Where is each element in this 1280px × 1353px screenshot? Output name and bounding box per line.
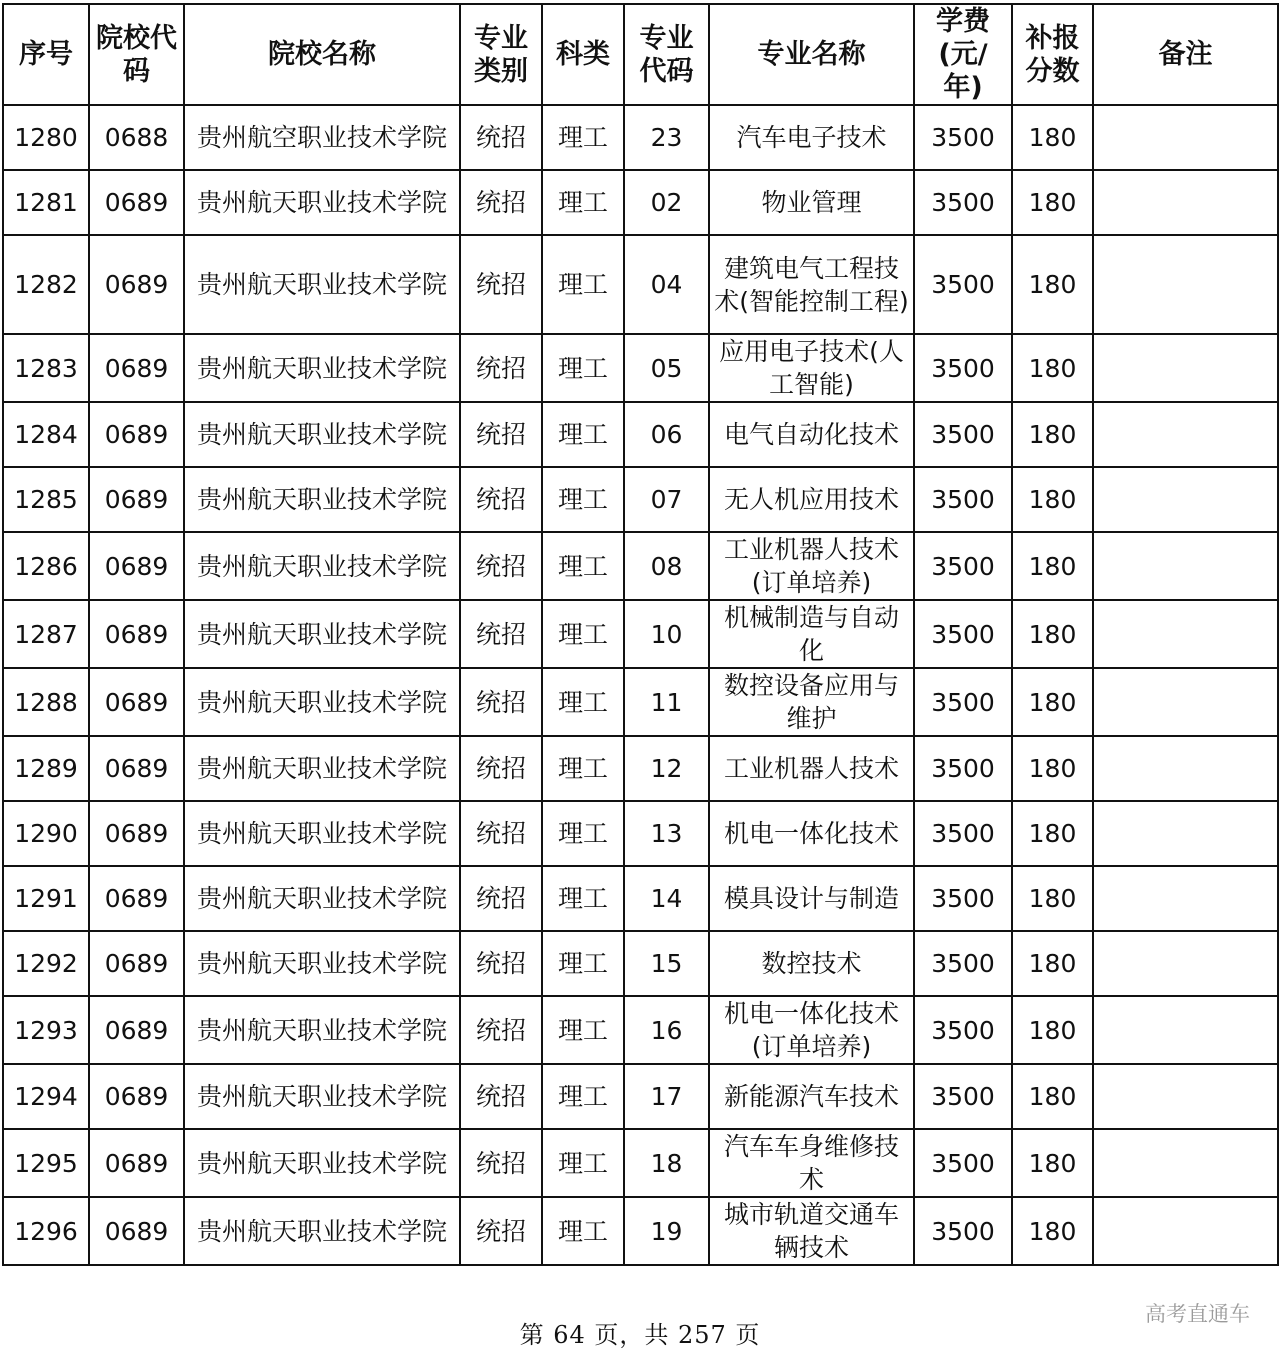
table-row — [3, 801, 1278, 866]
cell-subject: 理工 — [542, 235, 624, 334]
cell-tuition: 3500 — [914, 801, 1012, 866]
cell-major-name: 机电一体化技术 — [709, 801, 914, 866]
cell-seq: 1284 — [3, 402, 89, 467]
cell-tuition: 3500 — [914, 532, 1012, 600]
cell-major-code: 04 — [624, 235, 709, 334]
cell-major-name: 无人机应用技术 — [709, 467, 914, 532]
cell-category: 统招 — [460, 334, 542, 402]
table-row — [3, 105, 1278, 170]
cell-score: 180 — [1012, 668, 1093, 736]
admission-table — [2, 3, 1279, 1266]
table-row — [3, 334, 1278, 402]
cell-subject: 理工 — [542, 1197, 624, 1265]
header-seq: 序号 — [3, 4, 89, 105]
cell-score: 180 — [1012, 334, 1093, 402]
cell-school-code: 0689 — [89, 467, 184, 532]
cell-score: 180 — [1012, 866, 1093, 931]
cell-school-code: 0689 — [89, 931, 184, 996]
cell-school-code: 0689 — [89, 600, 184, 668]
header-tuition: 学费(元/年) — [914, 4, 1012, 105]
cell-score: 180 — [1012, 532, 1093, 600]
cell-major-code: 19 — [624, 1197, 709, 1265]
cell-tuition: 3500 — [914, 931, 1012, 996]
cell-subject: 理工 — [542, 170, 624, 235]
cell-major-code: 16 — [624, 996, 709, 1064]
cell-school-code: 0689 — [89, 668, 184, 736]
cell-category: 统招 — [460, 105, 542, 170]
cell-school-name: 贵州航天职业技术学院 — [184, 402, 460, 467]
cell-subject: 理工 — [542, 1064, 624, 1129]
table-row — [3, 996, 1278, 1064]
cell-major-name: 汽车电子技术 — [709, 105, 914, 170]
cell-note — [1093, 736, 1278, 801]
cell-school-code: 0689 — [89, 402, 184, 467]
cell-subject: 理工 — [542, 801, 624, 866]
cell-tuition: 3500 — [914, 467, 1012, 532]
table-row — [3, 532, 1278, 600]
cell-major-name: 数控设备应用与维护 — [709, 668, 914, 736]
cell-school-name: 贵州航天职业技术学院 — [184, 235, 460, 334]
cell-seq: 1294 — [3, 1064, 89, 1129]
cell-note — [1093, 600, 1278, 668]
table-row — [3, 668, 1278, 736]
cell-subject: 理工 — [542, 866, 624, 931]
cell-major-code: 12 — [624, 736, 709, 801]
cell-note — [1093, 866, 1278, 931]
cell-major-name: 汽车车身维修技术 — [709, 1129, 914, 1197]
page-number: 第 64 页，共 257 页 — [519, 1321, 761, 1349]
cell-seq: 1283 — [3, 334, 89, 402]
header-school-code: 院校代码 — [89, 4, 184, 105]
cell-seq: 1292 — [3, 931, 89, 996]
cell-category: 统招 — [460, 402, 542, 467]
cell-score: 180 — [1012, 402, 1093, 467]
cell-tuition: 3500 — [914, 170, 1012, 235]
cell-school-name: 贵州航天职业技术学院 — [184, 1197, 460, 1265]
cell-category: 统招 — [460, 532, 542, 600]
cell-category: 统招 — [460, 996, 542, 1064]
cell-school-code: 0689 — [89, 334, 184, 402]
cell-major-code: 14 — [624, 866, 709, 931]
cell-note — [1093, 931, 1278, 996]
cell-school-name: 贵州航天职业技术学院 — [184, 170, 460, 235]
cell-tuition: 3500 — [914, 600, 1012, 668]
cell-score: 180 — [1012, 467, 1093, 532]
cell-subject: 理工 — [542, 1129, 624, 1197]
cell-major-name: 模具设计与制造 — [709, 866, 914, 931]
cell-major-code: 08 — [624, 532, 709, 600]
cell-school-name: 贵州航天职业技术学院 — [184, 532, 460, 600]
cell-seq: 1295 — [3, 1129, 89, 1197]
cell-major-name: 工业机器人技术(订单培养) — [709, 532, 914, 600]
cell-major-code: 15 — [624, 931, 709, 996]
cell-subject: 理工 — [542, 467, 624, 532]
cell-subject: 理工 — [542, 996, 624, 1064]
cell-category: 统招 — [460, 170, 542, 235]
header-school-name: 院校名称 — [184, 4, 460, 105]
cell-score: 180 — [1012, 1064, 1093, 1129]
cell-school-code: 0689 — [89, 866, 184, 931]
cell-school-code: 0689 — [89, 1129, 184, 1197]
cell-school-name: 贵州航空职业技术学院 — [184, 105, 460, 170]
cell-major-code: 02 — [624, 170, 709, 235]
cell-subject: 理工 — [542, 668, 624, 736]
cell-tuition: 3500 — [914, 668, 1012, 736]
cell-note — [1093, 1064, 1278, 1129]
cell-major-name: 应用电子技术(人工智能) — [709, 334, 914, 402]
cell-school-name: 贵州航天职业技术学院 — [184, 866, 460, 931]
cell-major-name: 建筑电气工程技术(智能控制工程) — [709, 235, 914, 334]
cell-seq: 1293 — [3, 996, 89, 1064]
cell-seq: 1282 — [3, 235, 89, 334]
cell-seq: 1290 — [3, 801, 89, 866]
cell-subject: 理工 — [542, 736, 624, 801]
cell-school-name: 贵州航天职业技术学院 — [184, 801, 460, 866]
header-score: 补报分数 — [1012, 4, 1093, 105]
cell-category: 统招 — [460, 1197, 542, 1265]
cell-school-code: 0689 — [89, 1064, 184, 1129]
cell-seq: 1286 — [3, 532, 89, 600]
cell-category: 统招 — [460, 600, 542, 668]
cell-category: 统招 — [460, 1064, 542, 1129]
cell-major-name: 城市轨道交通车辆技术 — [709, 1197, 914, 1265]
cell-seq: 1281 — [3, 170, 89, 235]
cell-major-name: 机械制造与自动化 — [709, 600, 914, 668]
cell-school-code: 0689 — [89, 532, 184, 600]
cell-school-name: 贵州航天职业技术学院 — [184, 996, 460, 1064]
cell-category: 统招 — [460, 866, 542, 931]
cell-subject: 理工 — [542, 532, 624, 600]
table-row — [3, 1197, 1278, 1265]
cell-score: 180 — [1012, 105, 1093, 170]
cell-note — [1093, 170, 1278, 235]
cell-seq: 1289 — [3, 736, 89, 801]
cell-subject: 理工 — [542, 105, 624, 170]
cell-subject: 理工 — [542, 402, 624, 467]
cell-major-name: 电气自动化技术 — [709, 402, 914, 467]
cell-tuition: 3500 — [914, 334, 1012, 402]
cell-score: 180 — [1012, 235, 1093, 334]
cell-subject: 理工 — [542, 600, 624, 668]
header-major-name: 专业名称 — [709, 4, 914, 105]
cell-tuition: 3500 — [914, 1064, 1012, 1129]
cell-major-code: 06 — [624, 402, 709, 467]
cell-score: 180 — [1012, 600, 1093, 668]
cell-major-name: 物业管理 — [709, 170, 914, 235]
cell-school-code: 0689 — [89, 235, 184, 334]
cell-category: 统招 — [460, 235, 542, 334]
cell-school-code: 0689 — [89, 1197, 184, 1265]
header-subject: 科类 — [542, 4, 624, 105]
cell-major-code: 17 — [624, 1064, 709, 1129]
header-note: 备注 — [1093, 4, 1278, 105]
cell-tuition: 3500 — [914, 1129, 1012, 1197]
header-category: 专业类别 — [460, 4, 542, 105]
cell-score: 180 — [1012, 1197, 1093, 1265]
cell-school-code: 0689 — [89, 736, 184, 801]
cell-category: 统招 — [460, 467, 542, 532]
header-row — [3, 4, 1278, 105]
table-row — [3, 467, 1278, 532]
cell-seq: 1287 — [3, 600, 89, 668]
cell-note — [1093, 996, 1278, 1064]
cell-tuition: 3500 — [914, 996, 1012, 1064]
cell-tuition: 3500 — [914, 866, 1012, 931]
cell-note — [1093, 467, 1278, 532]
cell-school-name: 贵州航天职业技术学院 — [184, 668, 460, 736]
cell-school-name: 贵州航天职业技术学院 — [184, 334, 460, 402]
cell-note — [1093, 1197, 1278, 1265]
cell-major-code: 10 — [624, 600, 709, 668]
cell-category: 统招 — [460, 1129, 542, 1197]
cell-note — [1093, 105, 1278, 170]
cell-major-code: 07 — [624, 467, 709, 532]
cell-note — [1093, 801, 1278, 866]
cell-seq: 1285 — [3, 467, 89, 532]
cell-school-code: 0689 — [89, 801, 184, 866]
cell-seq: 1291 — [3, 866, 89, 931]
watermark-text: 高考直通车 — [1145, 1302, 1250, 1326]
cell-major-code: 18 — [624, 1129, 709, 1197]
cell-note — [1093, 235, 1278, 334]
cell-school-code: 0688 — [89, 105, 184, 170]
cell-seq: 1280 — [3, 105, 89, 170]
cell-score: 180 — [1012, 931, 1093, 996]
cell-tuition: 3500 — [914, 235, 1012, 334]
cell-school-name: 贵州航天职业技术学院 — [184, 600, 460, 668]
cell-tuition: 3500 — [914, 402, 1012, 467]
table-row — [3, 235, 1278, 334]
cell-major-name: 新能源汽车技术 — [709, 1064, 914, 1129]
cell-score: 180 — [1012, 736, 1093, 801]
cell-category: 统招 — [460, 668, 542, 736]
cell-score: 180 — [1012, 1129, 1093, 1197]
table-row — [3, 736, 1278, 801]
cell-seq: 1296 — [3, 1197, 89, 1265]
cell-major-code: 05 — [624, 334, 709, 402]
cell-subject: 理工 — [542, 334, 624, 402]
cell-note — [1093, 532, 1278, 600]
cell-school-name: 贵州航天职业技术学院 — [184, 1064, 460, 1129]
cell-tuition: 3500 — [914, 1197, 1012, 1265]
cell-school-name: 贵州航天职业技术学院 — [184, 736, 460, 801]
table-row — [3, 866, 1278, 931]
cell-school-name: 贵州航天职业技术学院 — [184, 1129, 460, 1197]
cell-category: 统招 — [460, 736, 542, 801]
cell-major-code: 11 — [624, 668, 709, 736]
cell-subject: 理工 — [542, 931, 624, 996]
cell-major-code: 23 — [624, 105, 709, 170]
cell-score: 180 — [1012, 996, 1093, 1064]
cell-score: 180 — [1012, 801, 1093, 866]
cell-note — [1093, 402, 1278, 467]
table-row — [3, 1064, 1278, 1129]
cell-score: 180 — [1012, 170, 1093, 235]
table-row — [3, 402, 1278, 467]
cell-major-code: 13 — [624, 801, 709, 866]
cell-school-name: 贵州航天职业技术学院 — [184, 931, 460, 996]
cell-major-name: 数控技术 — [709, 931, 914, 996]
cell-major-name: 工业机器人技术 — [709, 736, 914, 801]
cell-tuition: 3500 — [914, 736, 1012, 801]
cell-category: 统招 — [460, 931, 542, 996]
table-row — [3, 931, 1278, 996]
cell-seq: 1288 — [3, 668, 89, 736]
cell-note — [1093, 334, 1278, 402]
cell-category: 统招 — [460, 801, 542, 866]
cell-note — [1093, 668, 1278, 736]
cell-school-name: 贵州航天职业技术学院 — [184, 467, 460, 532]
table-row — [3, 600, 1278, 668]
header-major-code: 专业代码 — [624, 4, 709, 105]
table-row — [3, 1129, 1278, 1197]
cell-school-code: 0689 — [89, 170, 184, 235]
table-row — [3, 170, 1278, 235]
cell-tuition: 3500 — [914, 105, 1012, 170]
cell-note — [1093, 1129, 1278, 1197]
cell-major-name: 机电一体化技术(订单培养) — [709, 996, 914, 1064]
cell-school-code: 0689 — [89, 996, 184, 1064]
